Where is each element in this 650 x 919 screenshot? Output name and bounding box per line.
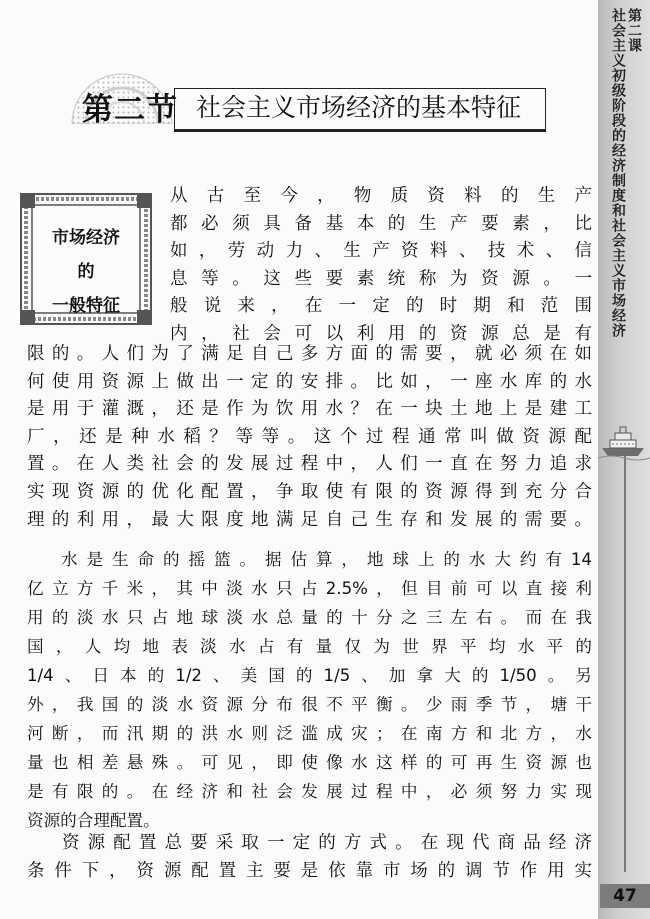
- text-line: 外，我国的淡水资源分布很不平衡。少雨季节，塘干: [27, 695, 592, 714]
- section-number: 第二节: [82, 92, 178, 128]
- text-line: 息等。这些要素统称为资源。一: [170, 268, 592, 289]
- text-line: 1/4、日本的1/2、美国的1/5、加拿大的1/50。另: [27, 666, 592, 685]
- ship-icon: [598, 418, 650, 462]
- text-line: 厂，还是种水稻？等等。这个过程通常叫做资源配: [27, 426, 592, 447]
- section-title: 社会主义市场经济的基本特征: [196, 93, 522, 122]
- side-tab-rule: [624, 452, 626, 872]
- text-line: 内，社会可以利用的资源总是有: [170, 323, 592, 344]
- text-line: 置。在人类社会的发展过程中，人们一直在努力追求: [27, 454, 592, 475]
- side-tab-text: [608, 8, 642, 338]
- text-line: 量也相差悬殊。可见，即使像水这样的可再生资源也: [27, 753, 592, 772]
- text-line: 何使用资源上做出一定的安排。比如，一座水库的水: [27, 371, 592, 392]
- paragraph-1-full: [27, 341, 592, 534]
- topic-box-label: [47, 221, 125, 316]
- text-line: 资源的合理配置。: [27, 811, 160, 830]
- text-line: 般说来，在一定的时期和范围: [170, 296, 592, 317]
- text-line: 实现资源的优化配置，争取使有限的资源得到充分合: [27, 481, 592, 502]
- text-line: 都必须具备基本的生产要素，比: [170, 213, 592, 234]
- paragraph-1-wrapped: [170, 183, 592, 349]
- topic-box: [20, 193, 152, 325]
- text-line: 从古至今，物质资料的生产: [170, 186, 592, 206]
- topic-box-line: 市场经济的: [52, 228, 120, 282]
- text-line: 河断，而汛期的洪水则泛滥成灾；在南方和北方，水: [27, 724, 592, 743]
- text-line: 国，人均地表淡水占有量仅为世界平均水平的: [27, 637, 592, 656]
- side-tab-lesson-title: 社会主义初级阶段的经济制度和社会主义市场经济: [610, 8, 626, 338]
- text-line: 理的利用，最大限度地满足自己生存和发展的需要。: [27, 509, 592, 530]
- text-line: 限的。人们为了满足自己多方面的需要，就必须在如: [27, 344, 592, 364]
- text-line: 是用于灌溉，还是作为饮用水？在一块土地上是建工: [27, 399, 592, 420]
- text-line: 是有限的。在经济和社会发展过程中，必须努力实现: [27, 782, 592, 801]
- text-line: 水是生命的摇篮。据估算，地球上的水大约有14: [61, 550, 592, 569]
- text-line: 亿立方千米，其中淡水只占2.5%，但目前可以直接利: [27, 579, 592, 598]
- side-tab-lesson: 第二课: [626, 8, 642, 53]
- paragraph-2-case: [27, 545, 592, 835]
- text-line: 资源配置总要采取一定的方式。在现代商品经济: [62, 833, 592, 853]
- page-number: 47: [600, 884, 650, 908]
- text-line: 用的淡水只占地球淡水总量的十分之三左右。而在我: [27, 608, 592, 627]
- paragraph-3: [27, 830, 592, 885]
- text-line: 条件下，资源配置主要是依靠市场的调节作用实: [27, 860, 592, 881]
- text-line: 如，劳动力、生产资料、技术、信: [170, 241, 592, 262]
- topic-box-line: 一般特征: [52, 296, 120, 316]
